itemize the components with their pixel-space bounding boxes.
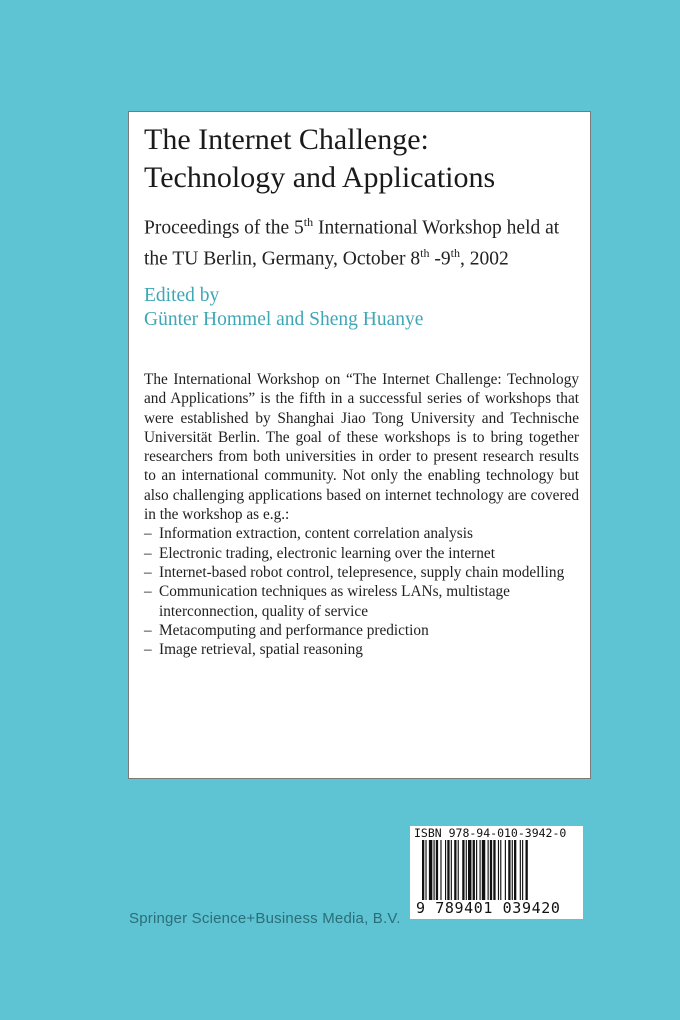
barcode-bar — [500, 840, 501, 900]
topic-text: Information extraction, content correlation analysis — [159, 525, 473, 543]
topic-text: Internet-based robot control, telepresence, supply chain modelling — [159, 563, 565, 581]
topic-item — [144, 544, 579, 563]
topic-text: Image retrieval, spatial reasoning — [159, 641, 363, 659]
bullet-dash: – — [144, 641, 152, 659]
barcode-bar — [490, 840, 492, 900]
barcode-bar — [476, 840, 477, 900]
ordinal-suffix: th — [303, 215, 314, 229]
book-subtitle: Technology and Applications — [144, 161, 496, 194]
topic-text: Metacomputing and performance prediction — [159, 621, 429, 639]
barcode-bar — [466, 840, 467, 900]
bullet-dash: – — [144, 563, 152, 581]
proceedings-part: Proceedings of the 5 — [144, 217, 304, 239]
barcode-bar — [429, 840, 432, 900]
barcode-bar — [520, 840, 521, 900]
ordinal-suffix: th — [420, 245, 430, 260]
barcode-bar — [451, 840, 452, 900]
barcode-bar — [436, 840, 438, 900]
proceedings-part: International Workshop held at the TU Berlin, Germany, October 8 — [144, 217, 560, 269]
barcode-bar — [462, 840, 464, 900]
barcode-bar — [482, 840, 485, 900]
barcode-bar — [454, 840, 456, 900]
barcode-bar — [422, 840, 424, 900]
bullet-dash: – — [144, 621, 152, 639]
barcode-bar — [473, 840, 475, 900]
barcode-bar — [447, 840, 449, 900]
barcode-bar — [425, 840, 426, 900]
topic-item — [144, 524, 579, 543]
editors-block — [144, 284, 423, 332]
book-title: The Internet Challenge: — [144, 123, 429, 156]
barcode-bar — [508, 840, 510, 900]
topic-item — [144, 582, 579, 621]
topic-text: Electronic trading, electronic learning over the internet — [159, 544, 495, 562]
isbn-label: ISBN 978-94-010-3942-0 — [414, 826, 567, 840]
barcode-bar — [458, 840, 459, 900]
barcode-bar — [493, 840, 495, 900]
proceedings-part: -9 — [429, 248, 451, 269]
barcode-bar — [526, 840, 528, 900]
barcode-number: 9 789401 039420 — [416, 899, 561, 917]
barcode-bar — [522, 840, 523, 900]
topic-item — [144, 621, 579, 640]
edited-by-label: Edited by — [144, 285, 220, 306]
barcode-bar — [498, 840, 499, 900]
barcode-bar — [514, 840, 516, 900]
barcode — [410, 826, 583, 919]
barcode-bar — [434, 840, 435, 900]
barcode-bar — [445, 840, 446, 900]
description-block — [144, 370, 579, 659]
bullet-dash: – — [144, 525, 152, 543]
bullet-dash: – — [144, 544, 152, 562]
barcode-bars — [422, 840, 572, 900]
barcode-bar — [505, 840, 506, 900]
back-cover-panel — [128, 111, 591, 779]
bullet-dash: – — [144, 583, 152, 601]
proceedings-line — [144, 210, 584, 271]
proceedings-part: , 2002 — [459, 248, 509, 269]
barcode-bar — [512, 840, 513, 900]
topic-list — [144, 524, 579, 659]
topic-item — [144, 563, 579, 582]
ordinal-suffix: th — [450, 245, 460, 260]
topic-item — [144, 640, 579, 659]
topic-text: Communication techniques as wireless LANs, multistage interconnection, quality of service — [159, 583, 510, 620]
barcode-bar — [480, 840, 481, 900]
description-text: The International Workshop on “The Internet Challenge: Technology and Applications” is the fifth in a successful series of workshops that were established by Shanghai Jiao Tong University and Technische Universität Berlin. The goal of these workshops is to bring together researchers from both universities in order to present research results to an international community. Not only the enabling technology but also challenging applications based on internet technology are covered in the workshop as e.g.: — [144, 371, 579, 524]
barcode-bar — [488, 840, 489, 900]
barcode-bar — [468, 840, 471, 900]
barcode-bar — [440, 840, 441, 900]
publisher-name: Springer Science+Business Media, B.V. — [129, 910, 401, 927]
editors-names: Günter Hommel and Sheng Huanye — [144, 309, 424, 330]
